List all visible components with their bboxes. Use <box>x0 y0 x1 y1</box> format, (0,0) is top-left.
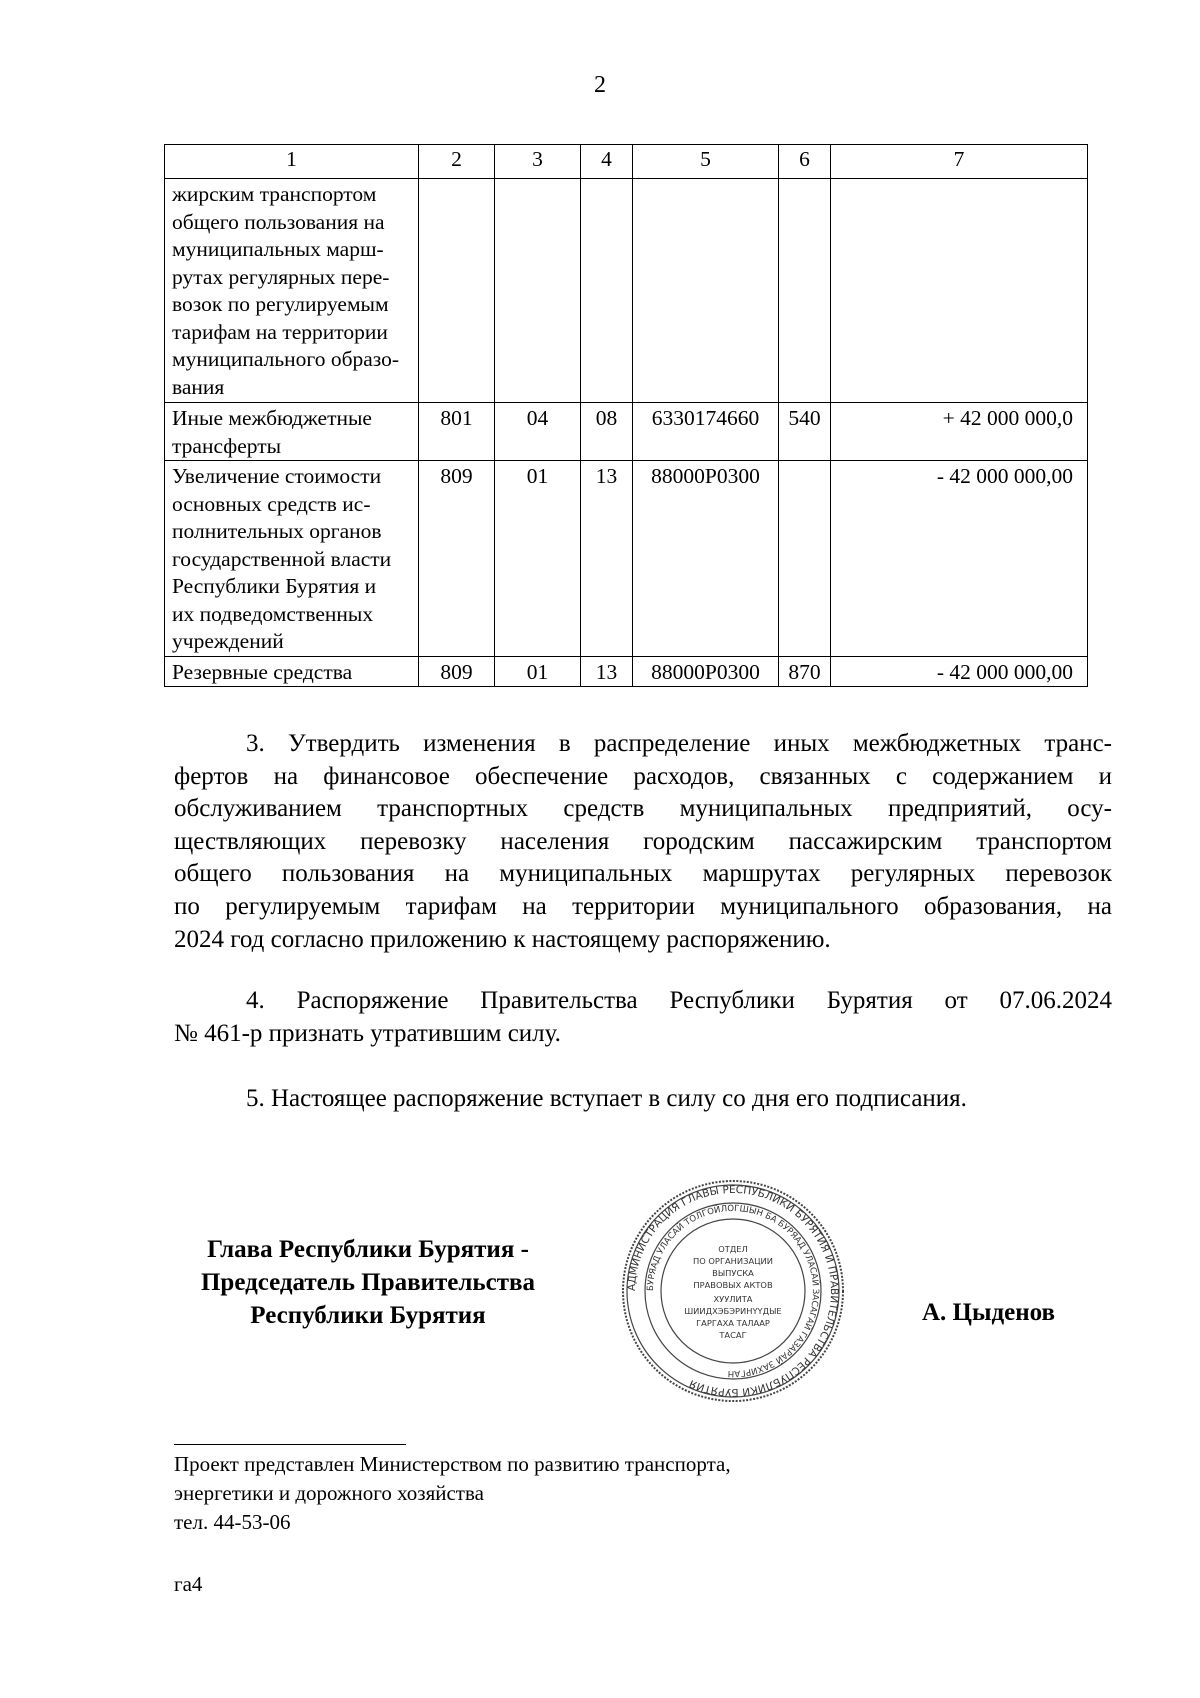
cell-target-article <box>633 179 779 403</box>
paragraph-3 <box>174 728 1112 956</box>
seal-center-line: ТАСАГ <box>719 1330 747 1340</box>
seal-inner-ring <box>661 1219 805 1363</box>
row-name-cell <box>165 461 419 657</box>
paragraph-line: № 461-р признать утратившим силу. <box>174 1019 561 1047</box>
cell-subsection: 08 <box>581 403 633 461</box>
cell-section <box>495 179 581 403</box>
paragraph-line: ществляющих перевозку населения городским пассажирским транспортом <box>174 827 1112 855</box>
row-name-cell <box>165 179 419 403</box>
row-name-line: государственной власти <box>172 546 392 571</box>
row-name-line: трансферты <box>172 433 282 458</box>
cell-amount: - 42 000 000,00 <box>831 461 1088 657</box>
cell-subsection: 13 <box>581 656 633 687</box>
seal-center-line: ГАРГАХА ТАЛААР <box>696 1318 770 1328</box>
paragraph-line: 4. Распоряжение Правительства Республики Бурятия от 07.06.2024 <box>246 987 1112 1014</box>
header-cell: 3 <box>495 145 581 179</box>
cell-code: 809 <box>419 656 495 687</box>
paragraph-line: по регулируемым тарифам на территории муниципального образования, на <box>174 892 1112 920</box>
paragraph-line: общего пользования на муниципальных маршрутах регулярных перевозок <box>174 860 1112 888</box>
signer-title-line: Республики Бурятия <box>250 1302 486 1329</box>
signer-name: А. Цыденов <box>922 1299 1056 1326</box>
paragraph-4 <box>174 985 1112 1050</box>
cell-amount <box>831 179 1088 403</box>
cell-target-article: 88000Р0300 <box>633 656 779 687</box>
paragraph-line: 3. Утвердить изменения в распределение иных межбюджетных транс- <box>246 730 1112 757</box>
cell-subsection <box>581 179 633 403</box>
cell-code <box>419 179 495 403</box>
footnote <box>174 1450 731 1537</box>
cell-expense-type <box>779 461 831 657</box>
seal-center-line: ОТДЕЛ <box>718 1244 748 1254</box>
official-seal-stamp <box>620 1178 846 1404</box>
paragraph-line: 2024 год согласно приложению к настоящему распоряжению. <box>174 925 831 953</box>
seal-center-line: ШИИДХЭБЭРИНҮҮДЫЕ <box>684 1306 782 1316</box>
seal-ring <box>645 1203 821 1379</box>
row-name-line: их подведомственных <box>172 601 374 626</box>
cell-section: 01 <box>495 656 581 687</box>
cell-expense-type <box>779 179 831 403</box>
row-name-line: муниципального образо- <box>172 347 400 371</box>
row-name-line: Иные межбюджетные <box>172 406 372 430</box>
cell-amount: + 42 000 000,0 <box>831 403 1088 461</box>
cell-expense-type: 870 <box>779 656 831 687</box>
row-name-line: полнительных органов <box>172 519 382 543</box>
paragraph-line: фертов на финансовое обеспечение расходов, связанных с содержанием и <box>174 762 1112 790</box>
signer-title-line: Глава Республики Бурятия - <box>207 1236 529 1263</box>
header-cell: 4 <box>581 145 633 179</box>
footnote-line: энергетики и дорожного хозяйства <box>174 1481 484 1505</box>
seal-center-text <box>684 1244 781 1340</box>
row-name-line: возок по регулируемым <box>172 292 389 316</box>
table-row <box>165 656 1088 687</box>
signer-title-line: Председатель Правительства <box>200 1269 536 1296</box>
header-cell: 1 <box>165 145 419 179</box>
footnote-line: Проект представлен Министерством по развитию транспорта, <box>174 1452 731 1476</box>
seal-inner-text: БУРЯАД УЛАСАЙ ТОЛГОЙЛОГШЫН БА БУРЯАД УЛАСАЙ ЗАСАГАЙ ГАЗАРАЙ ЗАХИРГАН <box>645 1203 821 1379</box>
row-name-line: рутах регулярных пере- <box>172 264 390 289</box>
footnote-divider <box>174 1444 406 1445</box>
cell-code: 801 <box>419 403 495 461</box>
table-row <box>165 403 1088 461</box>
row-name-line: муниципальных марш- <box>172 237 384 261</box>
row-name-line: Республики Бурятия и <box>172 574 377 598</box>
cell-section: 04 <box>495 403 581 461</box>
cell-code: 809 <box>419 461 495 657</box>
seal-center-line: ПРАВОВЫХ АКТОВ <box>693 1280 773 1290</box>
row-name-line: вания <box>172 374 225 399</box>
seal-outer-text: АДМИНИСТРАЦИЯ ГЛАВЫ РЕСПУБЛИКИ БУРЯТИЯ И ПРАВИТЕЛЬСТВА РЕСПУБЛИКИ БУРЯТИЯ <box>625 1183 841 1399</box>
signer-title <box>168 1233 568 1332</box>
cell-expense-type: 540 <box>779 403 831 461</box>
budget-table <box>164 144 1088 687</box>
row-name-cell <box>165 656 419 687</box>
page-number: 2 <box>594 72 606 98</box>
cell-target-article: 88000Р0300 <box>633 461 779 657</box>
header-cell: 5 <box>633 145 779 179</box>
row-name-line: тарифам на территории <box>172 319 388 344</box>
table-row <box>165 461 1088 657</box>
header-cell: 6 <box>779 145 831 179</box>
paragraph-5 <box>174 1083 1112 1116</box>
header-cell: 2 <box>419 145 495 179</box>
paragraph-line: обслуживанием транспортных средств муниципальных предприятий, осу- <box>174 795 1112 823</box>
row-name-line: учреждений <box>172 629 284 653</box>
row-name-line: жирским транспортом <box>172 182 377 206</box>
cell-amount: - 42 000 000,00 <box>831 656 1088 687</box>
document-code: га4 <box>174 1572 203 1596</box>
cell-section: 01 <box>495 461 581 657</box>
paragraph-line: 5. Настоящее распоряжение вступает в силу со дня его подписания. <box>246 1085 967 1112</box>
cell-target-article: 6330174660 <box>633 403 779 461</box>
row-name-line: Резервные средства <box>172 659 353 684</box>
seal-outer-ring <box>623 1181 843 1401</box>
header-cell: 7 <box>831 145 1088 179</box>
seal-center-line: ВЫПУСКА <box>712 1268 754 1278</box>
cell-subsection: 13 <box>581 461 633 657</box>
seal-center-line: ПО ОРГАНИЗАЦИИ <box>693 1256 773 1266</box>
row-name-line: основных средств ис- <box>172 491 371 516</box>
row-name-line: общего пользования на <box>172 209 385 234</box>
table-header-row <box>165 145 1088 179</box>
row-name-cell <box>165 403 419 461</box>
table-row <box>165 179 1088 403</box>
footnote-line: тел. 44-53-06 <box>174 1510 291 1534</box>
row-name-line: Увеличение стоимости <box>172 464 382 488</box>
seal-center-line: ХУУЛИТА <box>713 1294 753 1304</box>
